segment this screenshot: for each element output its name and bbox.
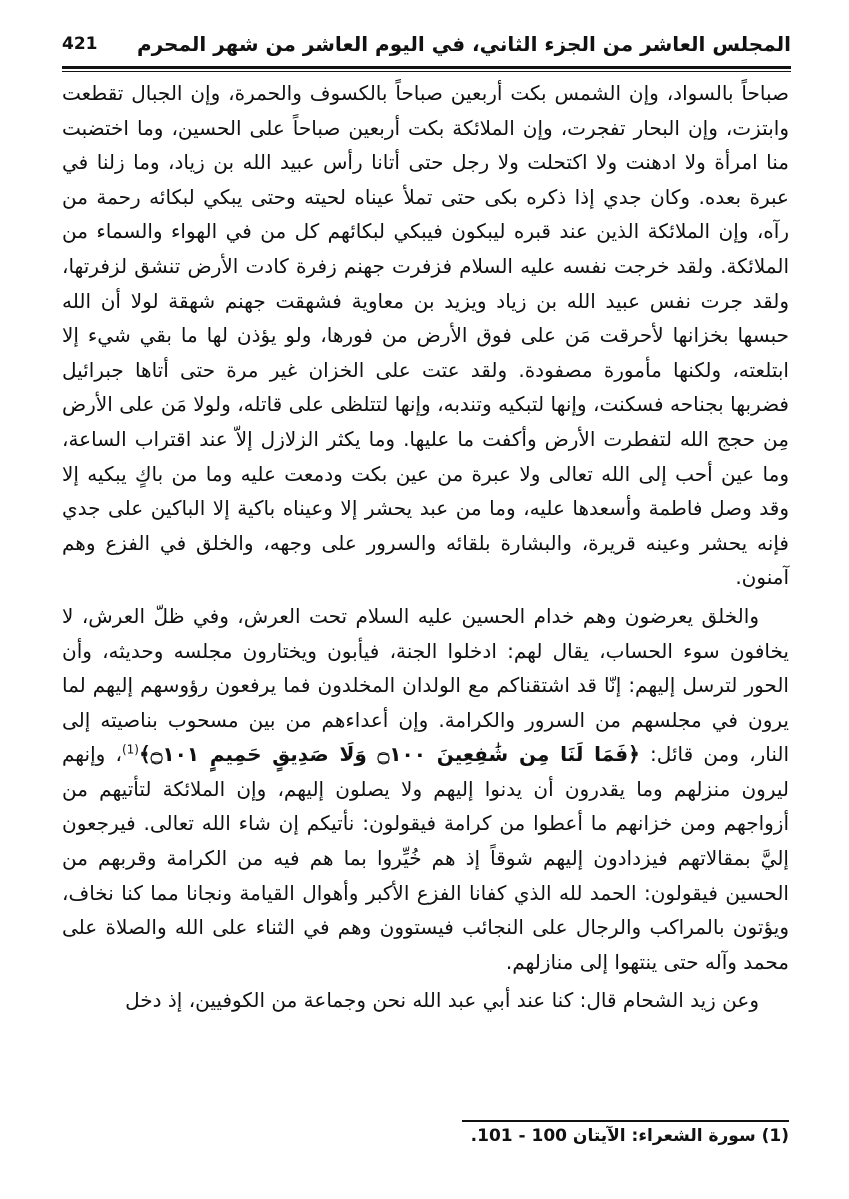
footnote-divider <box>462 1120 789 1122</box>
footnote-number: (1) <box>761 1126 789 1146</box>
paragraph-3: وعن زيد الشحام قال: كنا عند أبي عبد الله نحن وجماعة من الكوفيين، إذ دخل <box>125 988 759 1013</box>
footnote-text: سورة الشعراء: الآيتان 100 - 101. <box>470 1126 756 1146</box>
footnote <box>471 1126 789 1146</box>
footnote-reference: (1) <box>121 742 139 757</box>
quran-verse: ﴿فَمَا لَنَا مِن شَٰفِعِينَ ۝١٠٠ وَلَا صَدِيقٍ حَمِيمٍ ۝١٠١﴾ <box>138 742 640 767</box>
page-number: 421 <box>62 34 98 54</box>
paragraph-2 <box>62 599 789 980</box>
paragraph-1: صباحاً بالسواد، وإن الشمس بكت أربعين صباحاً بالكسوف والحمرة، وإن الجبال تقطعت وابتزت، وإن البحار تفجرت، وإن الملائكة بكت أربعين صباحاً على الحسين، وما اختضبت منا امرأة ولا ادهنت ولا اكتحلت ولا رجل حتى أتانا رأس عبيد الله بن زياد، وما زلنا في عبرة بعده. وكان جدي إذا ذكره بكى حتى تملأ عيناه لحيته وحتى يبكي لبكائه رحمة من رآه، وإن الملائكة الذين عند قبره ليبكون فيبكي لبكائهم كل من في الهواء والسماء من الملائكة. ولقد خرجت نفسه عليه السلام فزفرت جهنم زفرة كادت الأرض تنشق لزفرتها، ولقد جرت نفس عبيد الله بن زياد ويزيد بن معاوية فشهقت جهنم شهقة لولا أن الله حبسها بخزانها لأحرقت مَن على فوق الأرض من فورها، ولو يؤذن لها ما بقي شيء إلا ابتلعته، ولكنها مأمورة مصفودة. ولقد عتت على الخزان غير مرة حتى أتاها جبرائيل فضربها بجناحه فسكنت، وإنها لتبكيه وتندبه، وإنها لتتلظى على قاتله، ولولا مَن على الأرض مِن حجج الله لتفطرت الأرض وأكفت ما عليها. وما يكثر الزلازل إلاّ عند اقتراب الساعة، وما عين أحب إلى الله تعالى ولا عبرة من عين بكت ودمعت عليه وما من باكٍ يبكيه إلا وقد وصل فاطمة وأسعدها عليه، وما من عبد يحشر إلا وعيناه باكية إلا الباكين على جدي فإنه يحشر وعينه قريرة، والبشارة بلقائه والسرور على وجهه، والخلق في الفزع وهم آمنون. <box>62 81 789 590</box>
page-header <box>62 28 791 62</box>
header-divider-thin <box>62 71 791 72</box>
paragraph-2-text-after: ، وإنهم ليرون منزلهم وما يقدرون أن يدنوا إليهم ولا يصلون إليهم، وإن الملائكة لتأتيهم من أزواجهم ومن خزانهم ما أعطوا من كرامة فيقولون: نأتيكم إن شاء الله تعالى. فيرجعون إليَّ بمقالاتهم فيزدادون إليهم شوقاً إذ هم خُيِّروا بما هم فيه من الكرامة وقربهم من الحسين فيقولون: الحمد لله الذي كفانا الفزع الأكبر وأهوال القيامة ونجانا مما كنا نخاف، ويؤتون بالمراكب والرجال على النجائب فيستوون وهم في الثناء على الله والصلاة على محمد وآله حتى ينتهوا إلى منازلهم. <box>62 742 789 974</box>
running-title: المجلس العاشر من الجزء الثاني، في اليوم العاشر من شهر المحرم <box>136 32 791 56</box>
paragraph-2-text-before: والخلق يعرضون وهم خدام الحسين عليه السلام تحت العرش، وفي ظلّ العرش، لا يخافون سوء الحساب، يقال لهم: ادخلوا الجنة، فيأبون ويختارون مجلسه وحديثه، وأن الحور لترسل إليهم: إنّا قد اشتقناكم مع الولدان المخلدون فما يرفعون رؤوسهم إليهم لما يرون في مجلسهم من السرور والكرامة. وإن أعداءهم من بين مسحوب بناصيته إلى النار، ومن قائل: <box>62 603 790 767</box>
body-text <box>62 76 789 1018</box>
header-divider <box>62 66 791 69</box>
